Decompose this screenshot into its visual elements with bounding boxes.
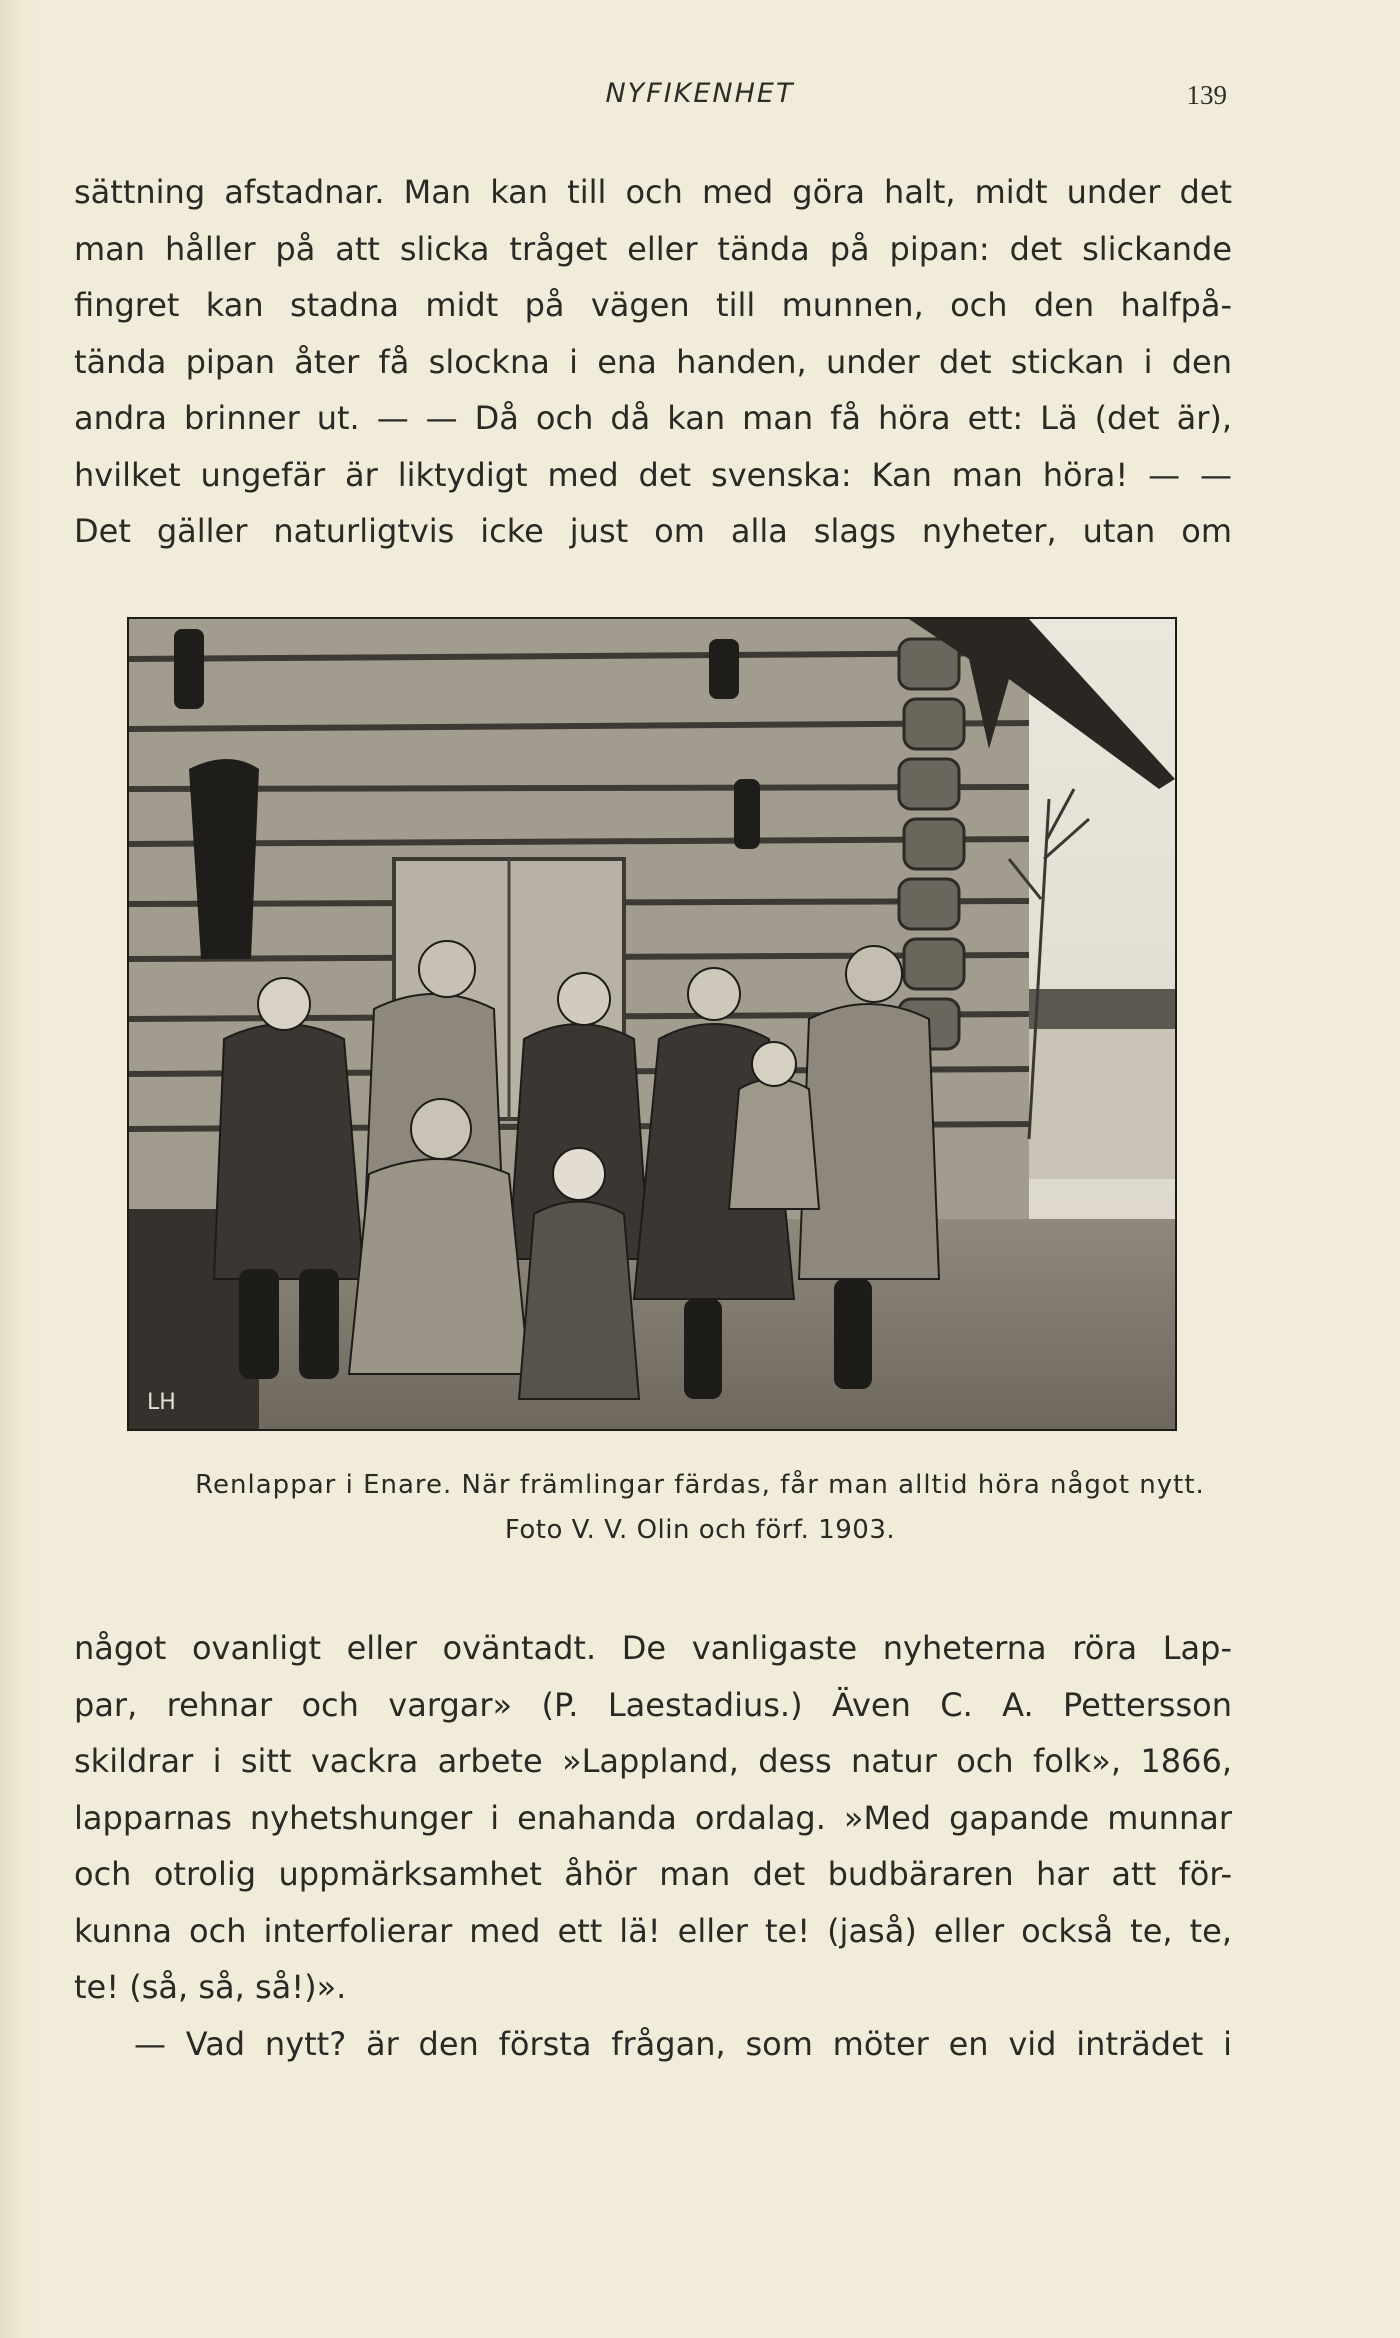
photo-credit: Foto V. V. Olin och förf. 1903. [504, 1515, 896, 1545]
text-line: och otrolig uppmärksamhet åhör man det budbäraren har att för- [74, 1855, 1232, 1893]
text-line: Det gäller naturligtvis icke just om alla slags nyheter, utan om [74, 512, 1232, 550]
text-line: skildrar i sitt vackra arbete »Lappland, dess natur och folk», 1866, [74, 1742, 1232, 1780]
svg-text:LH: LH [147, 1390, 176, 1415]
text-line: sättning afstadnar. Man kan till och med göra halt, midt under det [74, 173, 1232, 211]
figure-caption: Renlappar i Enare. När främlingar färdas, får man alltid höra något nytt. [195, 1470, 1205, 1500]
text-line: tända pipan åter få slockna i ena handen, under det stickan i den [74, 342, 1232, 381]
text-line: man håller på att slicka tråget eller tända på pipan: det slickande [74, 229, 1232, 268]
photograph-illustration [129, 619, 1175, 1429]
text-line: fingret kan stadna midt på vägen till munnen, och den halfpå- [74, 286, 1232, 324]
body-text-top [74, 164, 1232, 560]
text-line: andra brinner ut. — — Då och då kan man få höra ett: Lä (det är), [74, 399, 1232, 437]
text-line: kunna och interfolierar med ett lä! eller te! (jaså) eller också te, te, [74, 1911, 1232, 1950]
running-head [0, 78, 1400, 118]
photograph [127, 617, 1177, 1431]
text-line: något ovanligt eller oväntadt. De vanligaste nyheterna röra Lap- [74, 1629, 1232, 1667]
text-line: par, rehnar och vargar» (P. Laestadius.) Även C. A. Pettersson [74, 1685, 1232, 1724]
text-line: lapparnas nyhetshunger i enahanda ordalag. »Med gapande munnar [74, 1798, 1232, 1837]
text-line: hvilket ungefär är liktydigt med det svenska: Kan man höra! — — [74, 455, 1232, 494]
body-text-bottom [74, 1620, 1232, 2072]
page-number: 139 [1186, 80, 1227, 110]
running-title: NYFIKENHET [605, 78, 795, 109]
page-edge-shadow [0, 0, 40, 2338]
text-line: — Vad nytt? är den första frågan, som möter en vid inträdet i [134, 2024, 1232, 2063]
text-line: te! (så, så, så!)». [74, 1968, 347, 2006]
